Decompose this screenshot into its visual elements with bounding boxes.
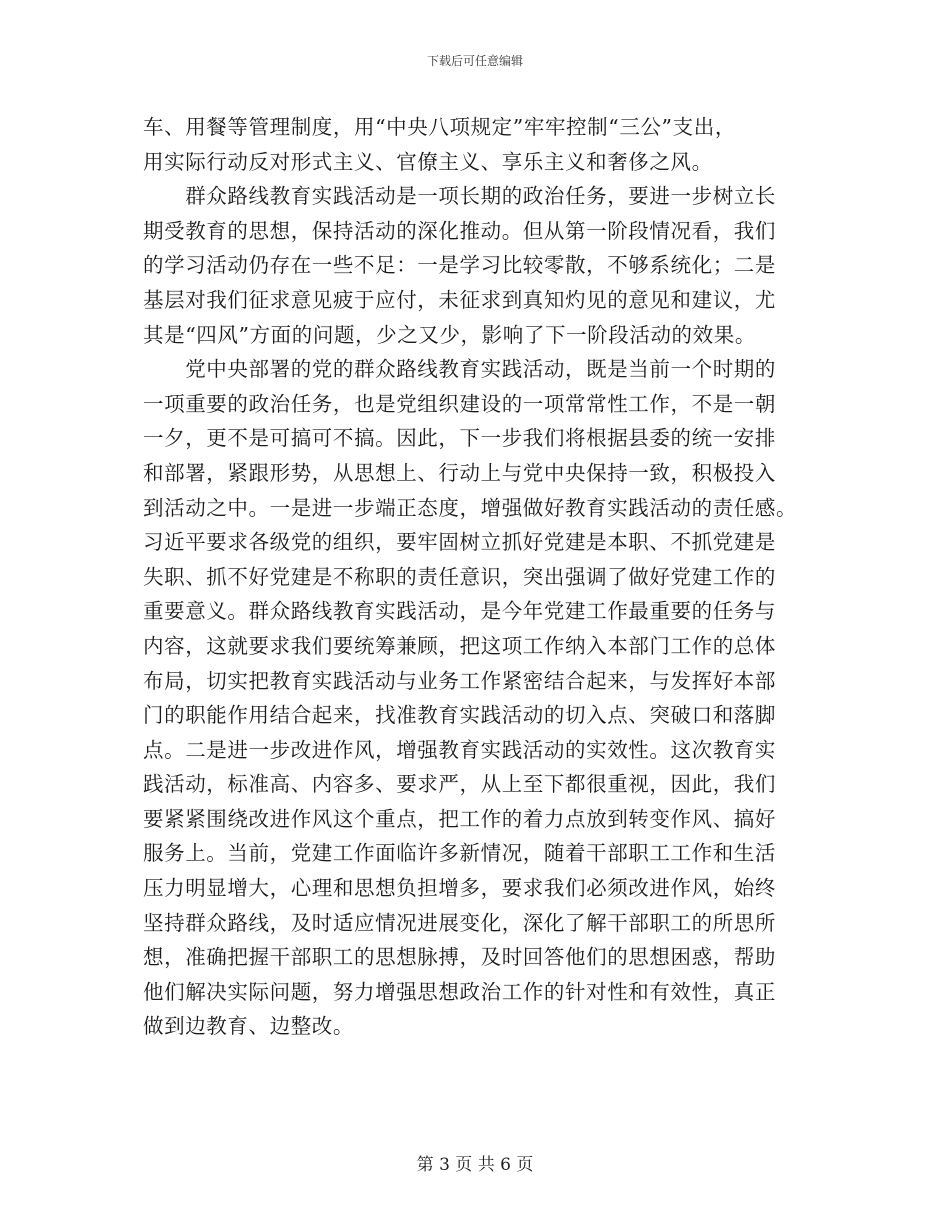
text-line: 做到边教育、边整改。 xyxy=(143,1014,354,1039)
text-line: 一夕，更不是可搞可不搞。因此，下一步我们将根据县委的统一安排 xyxy=(143,426,776,451)
text-line: 坚持群众路线，及时适应情况进展变化，深化了解干部职工的所思所 xyxy=(143,910,776,935)
text-line: 车、用餐等管理制度，用“中央八项规定”牢牢控制“三公”支出， xyxy=(143,115,736,139)
text-line: 期受教育的思想，保持活动的深化推动。但从第一阶段情况看，我们 xyxy=(143,218,776,243)
text-line: 基层对我们征求意见疲于应付，未征求到真知灼见的意见和建议，尤 xyxy=(143,287,776,312)
text-line: 一项重要的政治任务，也是党组织建设的一项常常性工作，不是一朝 xyxy=(143,391,776,416)
text-line: 门的职能作用结合起来，找准教育实践活动的切入点、突破口和落脚 xyxy=(143,703,776,728)
text-line: 要紧紧围绕改进作风这个重点，把工作的着力点放到转变作风、搞好 xyxy=(143,806,776,831)
document-body xyxy=(143,110,807,1044)
text-line: 党中央部署的党的群众路线教育实践活动，既是当前一个时期的 xyxy=(143,357,776,382)
text-line: 想，准确把握干部职工的思想脉搏，及时回答他们的思想困惑，帮助 xyxy=(143,945,776,970)
text-line: 布局，切实把教育实践活动与业务工作紧密结合起来，与发挥好本部 xyxy=(143,668,776,693)
text-line: 他们解决实际问题，努力增强思想政治工作的针对性和有效性，真正 xyxy=(143,979,776,1004)
text-line: 和部署，紧跟形势，从思想上、行动上与党中央保持一致，积极投入 xyxy=(143,460,776,485)
page-number: 第 3 页 共 6 页 xyxy=(416,1155,534,1175)
text-line: 服务上。当前，党建工作面临许多新情况，随着干部职工工作和生活 xyxy=(143,841,776,866)
text-line: 群众路线教育实践活动是一项长期的政治任务，要进一步树立长 xyxy=(143,184,776,209)
text-line: 的学习活动仍存在一些不足：一是学习比较零散，不够系统化；二是 xyxy=(143,253,776,278)
text-line: 点。二是进一步改进作风，增强教育实践活动的实效性。这次教育实 xyxy=(143,737,776,762)
text-line: 到活动之中。一是进一步端正态度，增强做好教育实践活动的责任感。 xyxy=(143,495,798,520)
text-line: 其是“四风”方面的问题，少之又少，影响了下一阶段活动的效果。 xyxy=(143,322,756,347)
text-line: 践活动，标准高、内容多、要求严，从上至下都很重视，因此，我们 xyxy=(143,772,776,797)
text-line: 压力明显增大，心理和思想负担增多，要求我们必须改进作风，始终 xyxy=(143,876,776,901)
text-line: 用实际行动反对形式主义、官僚主义、享乐主义和奢侈之风。 xyxy=(143,149,713,174)
text-line: 习近平要求各级党的组织，要牢固树立抓好党建是本职、不抓党建是 xyxy=(143,530,776,555)
page-header-note: 下载后可任意编辑 xyxy=(426,54,523,68)
text-line: 内容，这就要求我们要统筹兼顾，把这项工作纳入本部门工作的总体 xyxy=(143,633,776,658)
text-line: 失职、抓不好党建是不称职的责任意识，突出强调了做好党建工作的 xyxy=(143,564,776,589)
text-line: 重要意义。群众路线教育实践活动，是今年党建工作最重要的任务与 xyxy=(143,599,776,624)
